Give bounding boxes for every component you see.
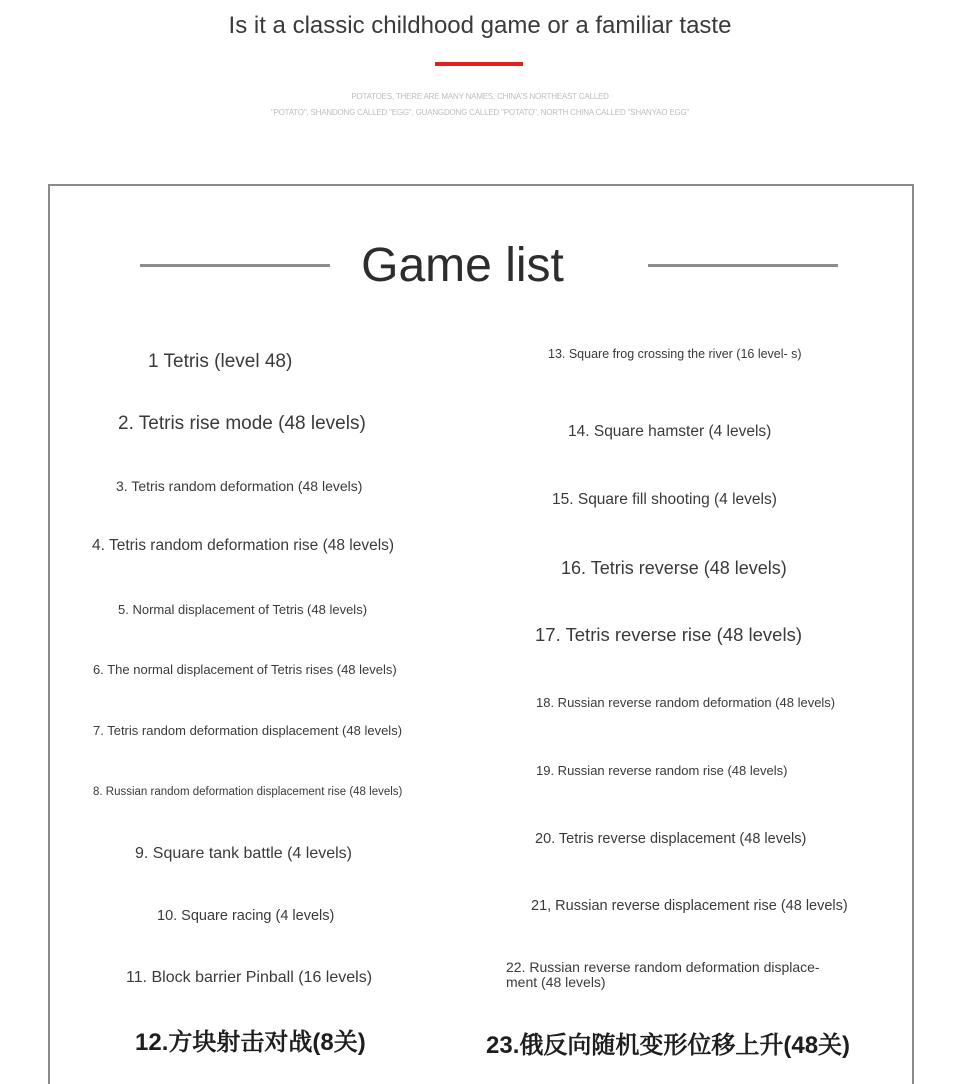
game-item-13: 13. Square frog crossing the river (16 level- s) <box>548 347 802 361</box>
game-item-21: 21, Russian reverse displacement rise (48 levels) <box>531 898 848 914</box>
game-item-3: 3. Tetris random deformation (48 levels) <box>116 478 363 494</box>
game-item-22: 22. Russian reverse random deformation displace- ment (48 levels) <box>506 959 820 990</box>
game-item-18: 18. Russian reverse random deformation (48 levels) <box>536 695 836 710</box>
game-list-title: Game list <box>361 239 564 292</box>
game-item-19: 19. Russian reverse random rise (48 levels) <box>536 763 788 778</box>
game-item-9: 9. Square tank battle (4 levels) <box>135 845 353 862</box>
subtext-line-2: "POTATO", SHANDONG CALLED "EGG", GUANGDONG CALLED "POTATO", NORTH CHINA CALLED "SHANYAO EGG" <box>270 108 690 117</box>
game-item-15: 15. Square fill shooting (4 levels) <box>552 491 777 508</box>
game-item-8: 8. Russian random deformation displacement rise (48 levels) <box>93 786 403 798</box>
title-rule-right <box>648 264 838 267</box>
game-item-5: 5. Normal displacement of Tetris (48 levels) <box>118 602 368 617</box>
game-item-23: 23.俄反向随机变形位移上升(48关) <box>486 1032 851 1059</box>
game-item-1: 1 Tetris (level 48) <box>148 351 293 372</box>
game-item-10: 10. Square racing (4 levels) <box>157 908 335 924</box>
game-item-11: 11. Block barrier Pinball (16 levels) <box>126 969 373 986</box>
game-item-12: 12.方块射击对战(8关) <box>135 1029 366 1056</box>
subtext-line-1: POTATOES, THERE ARE MANY NAMES, CHINA'S NORTHEAST CALLED <box>351 92 609 101</box>
game-item-4: 4. Tetris random deformation rise (48 levels) <box>92 537 395 554</box>
game-item-14: 14. Square hamster (4 levels) <box>568 423 772 440</box>
title-rule-left <box>140 264 330 267</box>
game-item-2: 2. Tetris rise mode (48 levels) <box>118 413 366 434</box>
red-accent-bar <box>435 62 523 66</box>
game-item-6: 6. The normal displacement of Tetris rises (48 levels) <box>93 662 397 677</box>
headline: Is it a classic childhood game or a familiar taste <box>228 12 732 39</box>
game-item-17: 17. Tetris reverse rise (48 levels) <box>535 624 802 645</box>
game-item-16: 16. Tetris reverse (48 levels) <box>561 558 787 578</box>
game-item-7: 7. Tetris random deformation displacement (48 levels) <box>93 723 403 738</box>
game-item-20: 20. Tetris reverse displacement (48 levels) <box>535 831 807 847</box>
